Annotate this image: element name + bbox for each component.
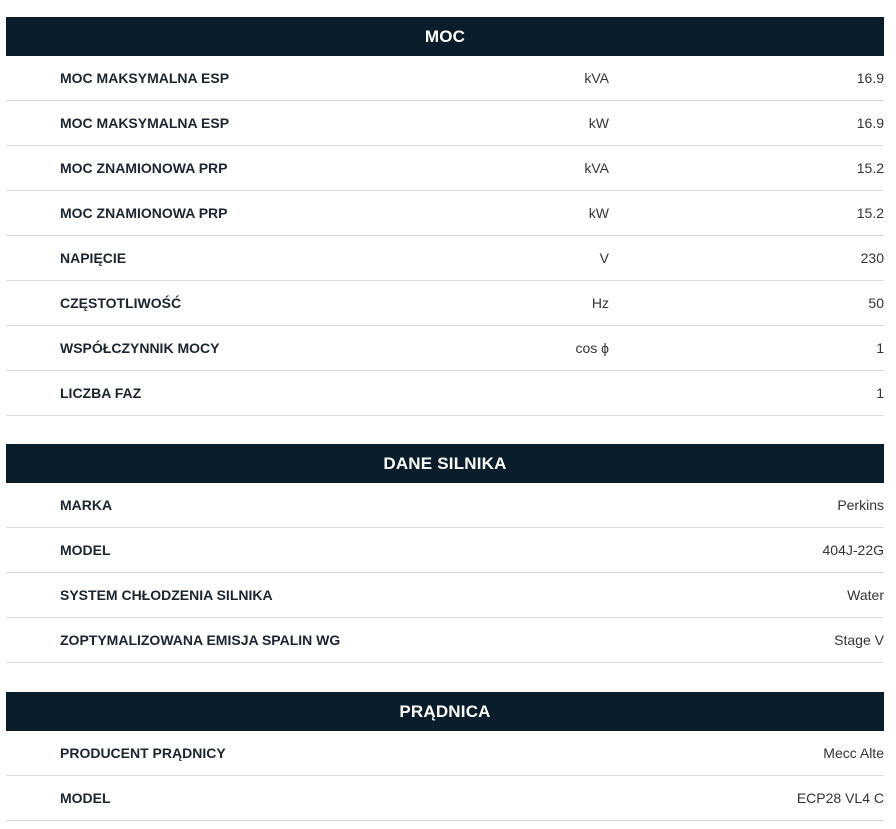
section-title: MOC [424, 26, 466, 46]
row-label: LICZBA FAZ [60, 385, 142, 401]
row-label: PRODUCENT PRĄDNICY [60, 745, 226, 761]
row-unit: kVA [584, 70, 609, 86]
row-label: SYSTEM CHŁODZENIA SILNIKA [60, 587, 273, 603]
table-row [6, 371, 884, 416]
table-row [6, 776, 884, 821]
section-header [6, 692, 884, 731]
row-value: Mecc Alte [823, 745, 884, 761]
row-value: 404J-22G [822, 542, 884, 558]
row-value: 16.9 [856, 115, 884, 131]
table-row [6, 528, 884, 573]
row-unit: V [599, 250, 609, 266]
row-value: Water [847, 587, 884, 603]
row-value: Perkins [837, 497, 884, 513]
row-label: MOC MAKSYMALNA ESP [60, 115, 230, 131]
row-label: MOC ZNAMIONOWA PRP [60, 160, 228, 176]
table-row [6, 236, 884, 281]
row-label: NAPIĘCIE [60, 250, 127, 266]
row-value: Stage V [834, 632, 884, 648]
row-label: MOC MAKSYMALNA ESP [60, 70, 230, 86]
section-title: PRĄDNICA [399, 701, 491, 721]
row-label: MODEL [60, 542, 111, 558]
row-value: 16.9 [856, 70, 884, 86]
table-row [6, 731, 884, 776]
row-label: MODEL [60, 790, 111, 806]
row-unit: cos ϕ [575, 340, 609, 356]
table-row [6, 483, 884, 528]
section-power [6, 17, 884, 416]
table-row [6, 326, 884, 371]
table-row [6, 56, 884, 101]
section-title: DANE SILNIKA [383, 453, 507, 473]
row-unit: kW [588, 115, 609, 131]
table-row [6, 101, 884, 146]
section-header [6, 17, 884, 56]
row-label: WSPÓŁCZYNNIK MOCY [60, 340, 220, 356]
table-row [6, 618, 884, 663]
row-unit: kVA [584, 160, 609, 176]
section-alternator [6, 692, 884, 821]
section-engine [6, 444, 884, 663]
row-value: 15.2 [856, 160, 884, 176]
table-row [6, 281, 884, 326]
row-unit: Hz [591, 295, 609, 311]
table-row [6, 191, 884, 236]
row-value: 15.2 [856, 205, 884, 221]
row-value: 50 [868, 295, 884, 311]
row-label: ZOPTYMALIZOWANA EMISJA SPALIN WG [60, 632, 341, 648]
section-header [6, 444, 884, 483]
row-value: 1 [876, 385, 884, 401]
row-value: 1 [876, 340, 884, 356]
row-label: CZĘSTOTLIWOŚĆ [60, 295, 182, 311]
row-unit: kW [588, 205, 609, 221]
table-row [6, 573, 884, 618]
row-value: ECP28 VL4 C [796, 790, 884, 806]
table-row [6, 146, 884, 191]
row-value: 230 [860, 250, 884, 266]
row-label: MARKA [60, 497, 113, 513]
row-label: MOC ZNAMIONOWA PRP [60, 205, 228, 221]
